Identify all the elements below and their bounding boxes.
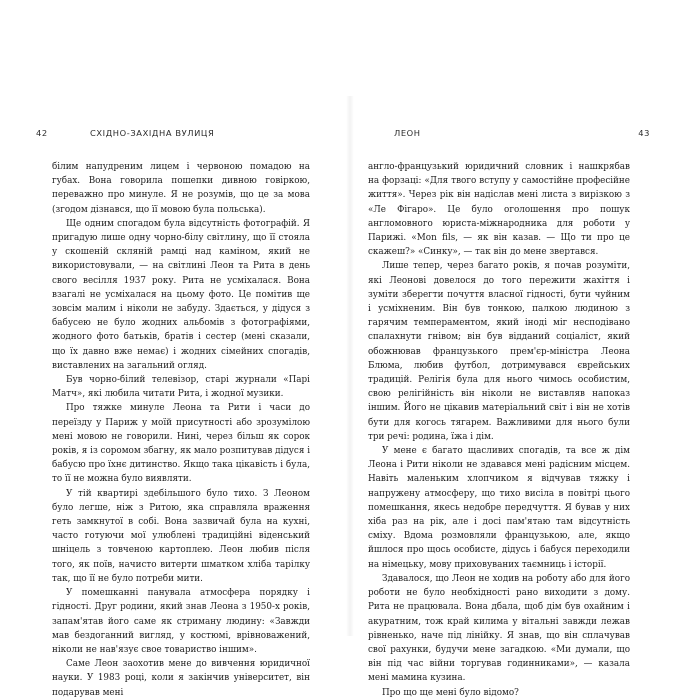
paragraph: У мене є багато щасливих спогадів, та все ж дім Леона і Рити ніколи не здавався мені радісним місцем. Навіть маленьким хлопчиком я відчував тяжку і напружену атмосферу, що тихо висіла в повітрі цього помешкання, якесь недобре передчуття. Я бував у них хіба раз на рік, але і досі пам'ятаю там відсутність сміху. Вдома розмовляли французькою, але, якщо йшлося про щось особисте, дідусь і бабуся переходили на німецьку, мову приховуваних таємниць і історії. — [368, 446, 630, 570]
paragraph: У помешканні панувала атмосфера порядку і гідності. Друг родини, який знав Леона з 1950-х років, запам'ятав його саме як стриману людину: «Завжди мав бездоганний вигляд, у костюмі, врівноважений, ніколи не нав'язує свое товариство іншим». — [52, 588, 310, 655]
left-page-header — [36, 128, 313, 142]
paragraph: Ще одним спогадом була відсутність фотографій. Я пригадую лише одну чорно-білу світлину, що її стояла у скошеній скляній рамці над каміном, який не використовували, — на світлині Леон та Рита в день свого весілля 1937 року. Рита не усміхалася. Вона взагалі не усміхалася на цьому фото. Це помітив ще зовсім малим і ніколи не забуду. Здається, у дідуся з бабусею не було жодних альбомів з фотографіями, жодного фото батьків, братів і сестер (мені сказали, що їх давно вже немає) і жодних сімейних спогадів, виставлених на загальний огляд. — [52, 218, 310, 371]
paragraph: англо-французький юридичний словник і нашкрябав на форзаці: «Для твого вступу у самостійне професійне життя». Через рік він надіслав мені листа з вирізкою з «Ле Фігаро». Це було оголошення про пошук англомовного юриста-міжнародника для роботи у Парижі. «Mon fils, — як він казав. — Що ти про це скажеш?» «Синку», — так він до мене звертався. — [368, 162, 630, 258]
paragraph: Саме Леон заохотив мене до вивчення юридичної науки. У 1983 році, коли я закінчив університет, він подарував мені — [52, 659, 310, 698]
paragraph: Про що ще мені було відомо? — [382, 687, 519, 698]
paragraph: Був чорно-білий телевізор, старі журнали «Парі Матч», які любила читати Рита, і жодної музики. — [52, 375, 310, 400]
left-running-title: СХІДНО-ЗАХІДНА ВУЛИЦЯ — [90, 128, 215, 138]
paragraph: У тій квартирі здебільшого було тихо. З Леоном було легше, ніж з Ритою, яка справляла враження геть замкнутої в собі. Вона зазвичай була на кухні, часто готуючи мої улюблені традиційні віденський шніцель з товченою картоплею. Леон любив після того, як поїв, начисто витерти шматком хліба тарілку так, що її не було потреби мити. — [52, 488, 310, 584]
right-running-title: ЛЕОН — [394, 128, 421, 138]
paragraph: Здавалося, що Леон не ходив на роботу або для його роботи не було необхідності рано виходити з дому. Рита не працювала. Вона дбала, щоб дім був охайним і акуратним, тож край килима у вітальні завжди лежав рівненько, наче під лінійку. Я знав, що він сплачував свої рахунки, будучи мене загадкою. «Ми думали, що він під час війни торгував годинниками», — казала мені мамина кузина. — [368, 573, 630, 684]
paragraph: Лише тепер, через багато років, я почав розуміти, які Леонові довелося до того пережити жахіття і зуміти зберегти почуття власної гідності, бути чуйним і усміхненим. Він був тонкою, палкою людиною з гарячим темпераментом, який іноді міг несподівано спалахнути гнівом; він був відданий соціаліст, який обожнював французького прем'єр-міністра Леона Блюма, любив футбол, дотримувався єврейських традицій. Релігія була для нього чимось особистим, свою релігійність він ніколи не виставляв напоказ іншим. Його не цікавив матеріальний світ і він не хотів бути для когось тягарем. Важливими для нього були три речі: родина, їжа і дім. — [368, 261, 630, 442]
right-page-body — [368, 160, 630, 700]
paragraph: білим напудреним лицем і червоною помадою на губах. Вона говорила пошепки дивною говіркою, переважно про минуле. Я не розумів, що це за мова (згодом дізнався, що її мовою була польська). — [52, 162, 310, 215]
left-page-body — [52, 160, 310, 700]
paragraph: Про тяжке минуле Леона та Рити і часи до переїзду у Париж у моїй присутності або зрозумілою мені мовою не говорили. Нині, через більш як сорок років, я із соромом збагну, як мало розпитував дідуся і бабусю про їхнє дитинство. Якщо така цікавість і була, то її не можна було виявляти. — [52, 403, 311, 485]
right-page-number: 43 — [638, 128, 650, 138]
left-page-number: 42 — [36, 128, 48, 138]
right-page — [350, 0, 700, 700]
right-page-header — [368, 128, 650, 142]
